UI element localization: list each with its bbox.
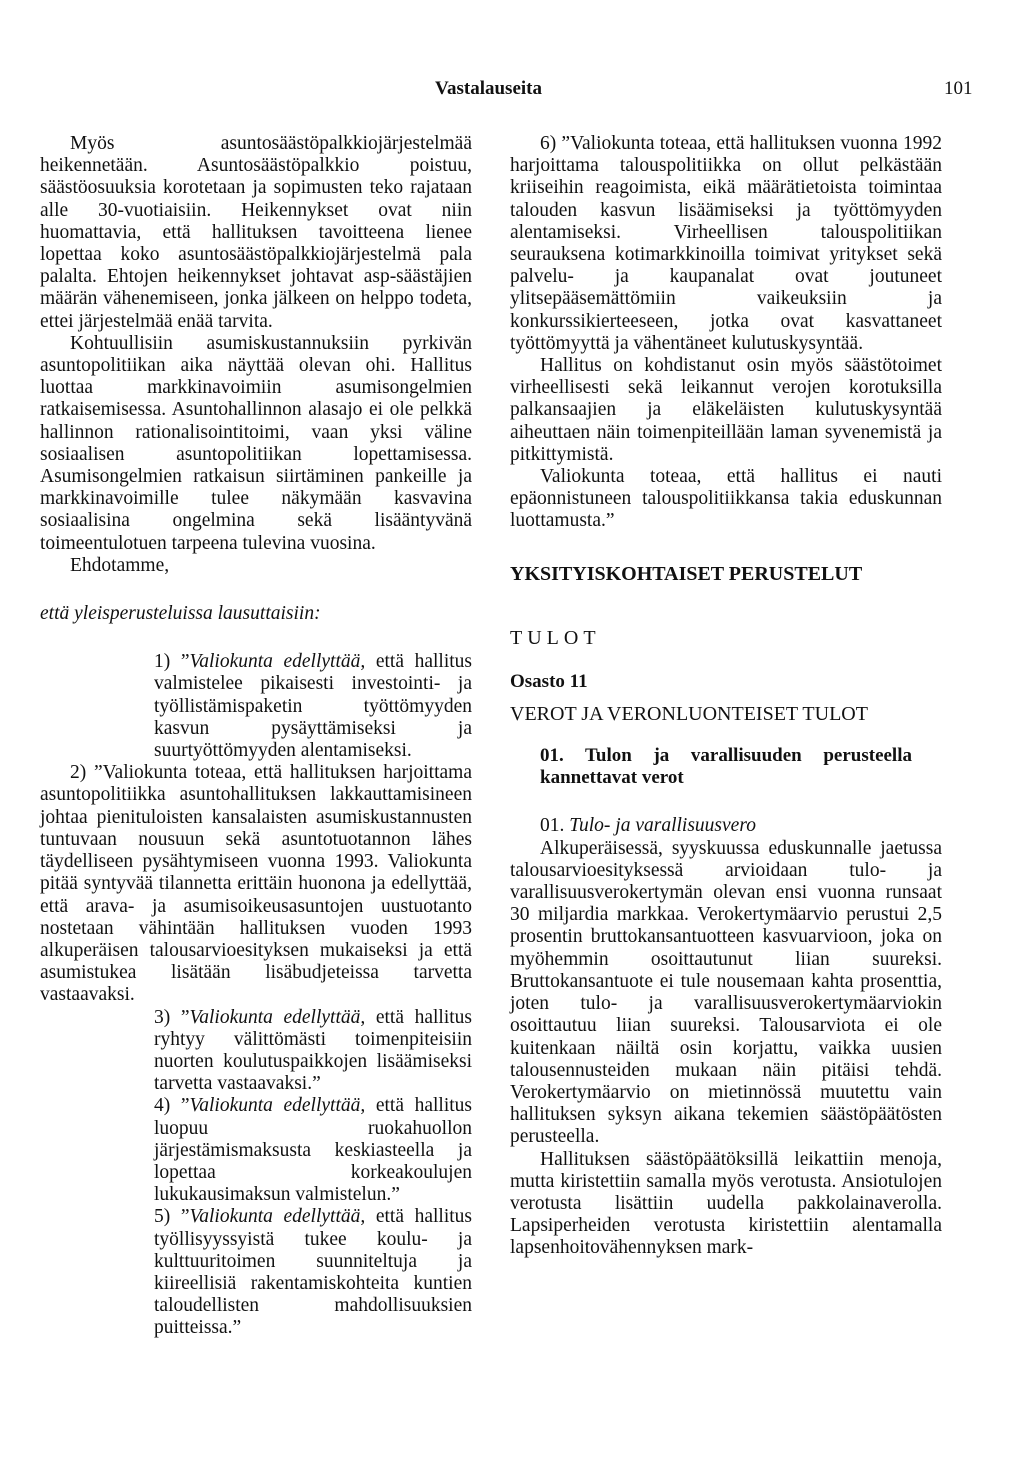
osasto-heading: Osasto 11 [510,671,588,693]
item-text: että hallitus ryhtyy välittömästi toimenpiteisiin nuorten koulutuspaikkojen lisäämiseksi tarvetta vastaavaksi.” [154,1006,473,1095]
momentti-heading [510,815,942,837]
item-number: 4) ” [154,1095,190,1117]
item-emphasis: Valiokunta edellyttää, [189,1206,366,1228]
intro-clause: että yleisperusteluissa lausuttaisiin: [40,603,321,625]
left-column [40,133,472,1340]
page-number: 101 [944,78,973,99]
momentti-number: 01. [540,815,570,837]
luku-heading: 01. Tulon ja varallisuuden perusteella kannettavat verot [540,745,912,789]
paragraph-hallitus: Hallitus on kohdistanut osin myös säästötoimet virheellisesti sekä leikannut verojen korotuksilla palkansaajien ja eläkeläisten kulutuskysyntää aiheuttaen näin toimenpiteillään laman syvenemistä ja pitkittymistä. [510,355,942,465]
running-title: Vastalauseita [435,78,542,99]
section-title: YKSITYISKOHTAISET PERUSTELUT [510,562,863,585]
paragraph-saastopaatokset: Hallituksen säästöpäätöksillä leikattiin menoja, mutta kiristettiin samalla myös verotusta. Ansiotulojen verotusta lisättiin uudella pakkolainaverolla. Lapsiperheiden verotusta kiristettiin alentamalla lapsenhoitovähennyksen mark- [510,1148,942,1259]
item-number: 5) ” [154,1206,190,1228]
right-column [510,133,942,1260]
momentti-title: Tulo- ja varallisuusvero [569,815,756,837]
item-text: että hallitus työllisyyssyistä tukee koulu- ja kulttuuritoimen suunniteltuja ja kiireellisiä rakentamiskohteita kuntien taloudellisten mahdollisuuksien puitteissa.” [154,1206,473,1339]
item-text: että hallitus luopuu ruokahuollon järjestämismaksusta keskiasteella ja lopettaa korkeakoulujen lukukausimaksun valmistelun.” [154,1095,473,1206]
proposal-item-3 [40,1007,472,1096]
proposal-item-6: 6) ”Valiokunta toteaa, että hallituksen vuonna 1992 harjoittama talouspolitiikka on ollut pelkästään kriiseihin reagoimista, eikä määrätietoista toimintaa talouden kasvun lisäämiseksi ja työttömyyden alentamiseksi. Virheellisen talouspolitiikan seurauksena kotimarkkinoilla toimivat yritykset sekä palvelu- ja kaupanalat ovat joutuneet ylitsepääsemättömiin vaikeuksiin ja konkurssikierteeseen, jotka ovat kasvattaneet työttömyyttä ja vähentäneet kulutuskysyntää. [510,133,942,354]
item-emphasis: Valiokunta edellyttää, [189,1095,366,1117]
paragraph-valiokunta: Valiokunta toteaa, että hallitus ei nauti epäonnistuneen talouspolitiikkansa takia eduskunnan luottamusta.” [510,466,942,532]
proposal-item-2: 2) ”Valiokunta toteaa, että hallituksen harjoittama asuntopolitiikka asuntohallituksen lakkauttamisineen johtaa pienituloisten kansalaisten asumiskustannusten tuntuvaan nousuun sekä asuntotuotannon lähes täydelliseen pysähtymiseen vuonna 1993. Valiokunta pitää syntyvää tilannetta erittäin huonona ja edellyttää, että arava- ja asumisoikeusasuntojen uustuotanto nostetaan vähintään hallituksen vuoden 1993 alkuperäisen talousarvioesityksen mukaiseksi ja että asumistukea lisätään lisäbudjeteissa tarvetta vastaavaksi. [40,762,472,1006]
item-text: että hallitus valmistelee pikaisesti investointi- ja työllistämispaketin työttömyyden kasvun pysäyttämiseksi ja suurtyöttömyyden alentamiseksi. [154,651,473,762]
item-number: 1) ” [154,651,190,673]
main-heading-tulot: TULOT [510,626,601,649]
proposal-item-1 [40,651,472,762]
item-number: 3) ” [154,1006,190,1028]
item-emphasis: Valiokunta edellyttää, [189,1006,366,1028]
paragraph-asp: Myös asuntosäästöpalkkiojärjestelmää heikennetään. Asuntosäästöpalkkio poistuu, säästöosuuksia korotetaan ja sopimusten teko rajataan alle 30-vuotiaisiin. Heikennykset ovat niin huomattavia, että hallituksen tavoitteena lienee lopettaa koko asuntosäästöpalkkiojärjestelmä pala palalta. Ehtojen heikennykset johtavat asp-säästäjien määrän vähenemiseen, jonka jälkeen on helppo todeta, ettei järjestelmää enää tarvita. [40,133,472,332]
osasto-title: VEROT JA VERONLUONTEISET TULOT [510,703,868,726]
paragraph-alkuperaisessa: Alkuperäisessä, syyskuussa eduskunnalle jaetussa talousarvioesityksessä arvioidaan tulo- ja varallisuusverokertymän olevan ensi vuonna runsaat 30 miljardia markkaa. Verokertymäarvio perustui 2,5 prosentin bruttokansantuotteen kasvuarvioon, joka on myöhemmin osoittautunut liian suureksi. Bruttokansantuote ei tule nousemaan kahta prosenttia, joten tulo- ja varallisuusverokertymäarviokin osoittautuu liian suureksi. Talousarviota ei ole kuitenkaan näiltä osin korjattu, vaikka uusien talousennusteiden mukaan näin pitäisi tehdä. Verokertymäarvio on mietinnössä muutettu vain hallituksen syksyn aikana tekemien säästöpäätösten perusteella. [510,837,942,1148]
proposal-item-4 [40,1095,472,1206]
item-emphasis: Valiokunta edellyttää, [189,651,366,673]
paragraph-asuntopolitiikka: Kohtuullisiin asumiskustannuksiin pyrkivän asuntopolitiikan aika näyttää olevan ohi. Hallitus luottaa markkinavoimiin asumisongelmien ratkaisemisessa. Asuntohallinnon alasajo ei ole pelkkä hallinnon rationalisointitoimi, vaan yksi väline sosiaalisen asuntopolitiikan lopettamisessa. Asumisongelmien ratkaisun siirtäminen pankeille ja markkinavoimille tulee näkymään kasvavina sosiaalisina ongelmina sekä lisääntyvänä toimeentulotuen tarpeena tulevina vuosina. [40,332,472,554]
paragraph-ehdotamme: Ehdotamme, [70,554,170,576]
proposal-item-5 [40,1206,472,1339]
